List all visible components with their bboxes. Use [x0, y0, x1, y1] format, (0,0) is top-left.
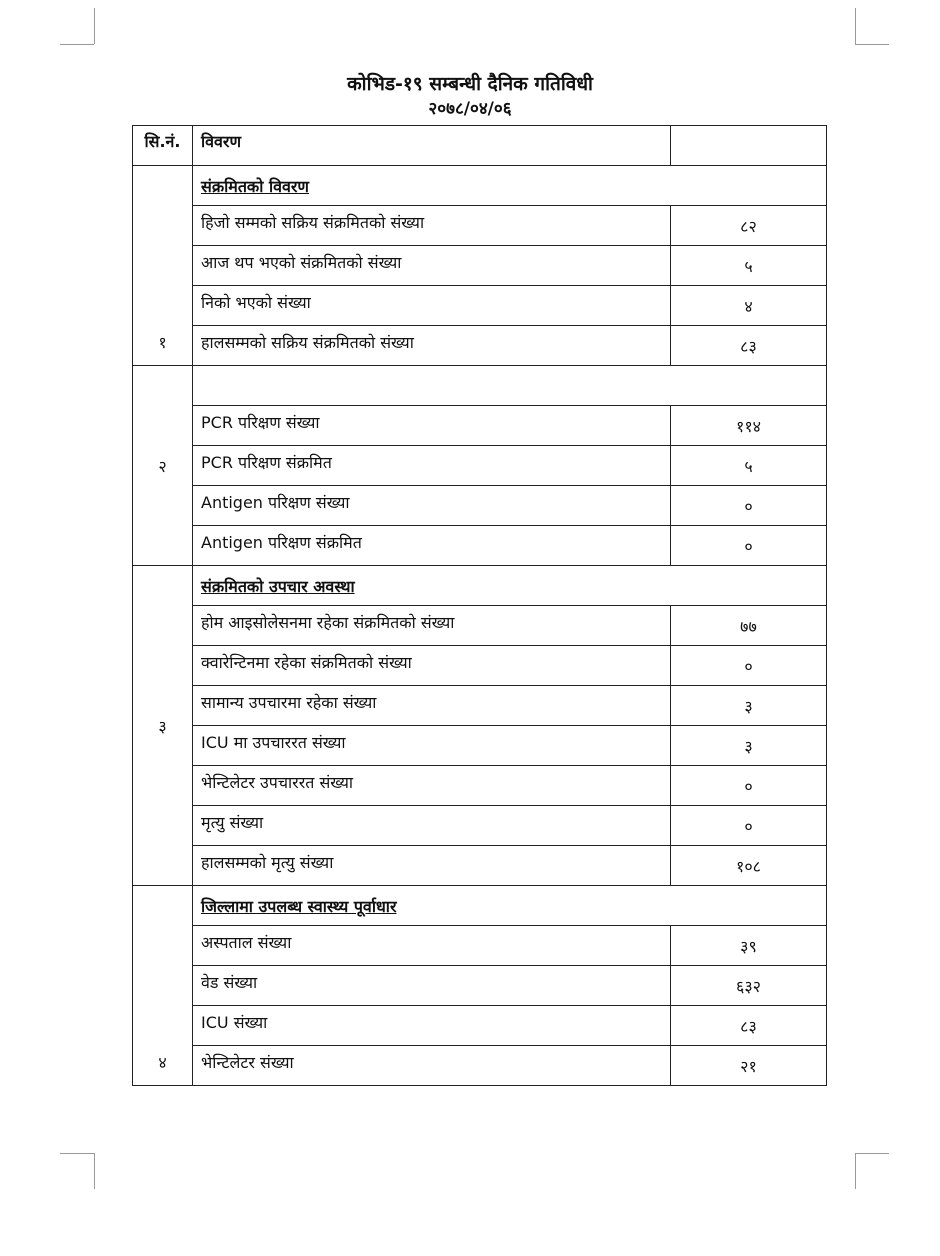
table-row	[133, 326, 827, 366]
row-label: वेड संख्या	[193, 966, 671, 1006]
row-label: हालसम्मको मृत्यु संख्या	[193, 846, 671, 886]
row-label: Antigen परिक्षण संख्या	[193, 486, 671, 526]
table-row	[133, 926, 827, 966]
crop-mark-top-right-horizontal	[855, 44, 889, 45]
section-title-row	[133, 366, 827, 406]
row-value: ०	[671, 526, 827, 566]
section-title: संक्रमितको विवरण	[201, 176, 309, 196]
row-label: सामान्य उपचारमा रहेका संख्या	[193, 686, 671, 726]
section-sn: ४	[133, 886, 193, 1086]
row-label: क्वारेन्टिनमा रहेका संक्रमितको संख्या	[193, 646, 671, 686]
row-value: ०	[671, 646, 827, 686]
table-header-row	[133, 126, 827, 166]
table-row	[133, 806, 827, 846]
row-value: ११४	[671, 406, 827, 446]
table-row	[133, 286, 827, 326]
row-label: मृत्यु संख्या	[193, 806, 671, 846]
row-value: ८२	[671, 206, 827, 246]
table-row	[133, 606, 827, 646]
table-row	[133, 686, 827, 726]
row-value: १०८	[671, 846, 827, 886]
table-row	[133, 1006, 827, 1046]
table-row	[133, 486, 827, 526]
table-row	[133, 446, 827, 486]
row-value: ०	[671, 766, 827, 806]
section-title-row	[133, 566, 827, 606]
row-label: होम आइसोलेसनमा रहेका संक्रमितको संख्या	[193, 606, 671, 646]
row-value: ८३	[671, 1006, 827, 1046]
section-title-cell	[193, 566, 827, 606]
section-title-cell	[193, 886, 827, 926]
row-value: ०	[671, 486, 827, 526]
row-label: भेन्टिलेटर संख्या	[193, 1046, 671, 1086]
section-title-cell	[193, 166, 827, 206]
crop-mark-bottom-right-vertical	[855, 1153, 856, 1189]
row-value: ३	[671, 726, 827, 766]
row-label: ICU संख्या	[193, 1006, 671, 1046]
row-label: अस्पताल संख्या	[193, 926, 671, 966]
row-label: हिजो सम्मको सक्रिय संक्रमितको संख्या	[193, 206, 671, 246]
header-sn: सि.नं.	[133, 126, 193, 166]
row-value: ३	[671, 686, 827, 726]
row-label: भेन्टिलेटर उपचाररत संख्या	[193, 766, 671, 806]
table-row	[133, 406, 827, 446]
row-value: २१	[671, 1046, 827, 1086]
crop-mark-top-left-horizontal	[60, 44, 94, 45]
document-title: कोभिड-१९ सम्बन्धी दैनिक गतिविधी	[347, 73, 593, 95]
row-value: ८३	[671, 326, 827, 366]
crop-mark-bottom-left-vertical	[94, 1153, 95, 1189]
section-title-row	[133, 166, 827, 206]
row-value: ६३२	[671, 966, 827, 1006]
table-row	[133, 1046, 827, 1086]
header-description: विवरण	[193, 126, 671, 166]
row-value: ४	[671, 286, 827, 326]
table-row	[133, 766, 827, 806]
row-value: ७७	[671, 606, 827, 646]
row-value: ०	[671, 806, 827, 846]
row-value: ५	[671, 446, 827, 486]
row-label: ICU मा उपचाररत संख्या	[193, 726, 671, 766]
table-row	[133, 846, 827, 886]
row-label: Antigen परिक्षण संक्रमित	[193, 526, 671, 566]
table-row	[133, 726, 827, 766]
covid-daily-report-table	[132, 125, 827, 1086]
crop-mark-bottom-left-horizontal	[60, 1153, 94, 1154]
section-title-row	[133, 886, 827, 926]
crop-mark-bottom-right-horizontal	[855, 1153, 889, 1154]
row-label: हालसम्मको सक्रिय संक्रमितको संख्या	[193, 326, 671, 366]
header-value	[671, 126, 827, 166]
crop-mark-top-left-vertical	[94, 8, 95, 44]
section-sn: २	[133, 366, 193, 566]
row-label: PCR परिक्षण संक्रमित	[193, 446, 671, 486]
crop-mark-top-right-vertical	[855, 8, 856, 44]
document-date: २०७८/०४/०६	[428, 99, 512, 119]
table-row	[133, 966, 827, 1006]
row-label: PCR परिक्षण संख्या	[193, 406, 671, 446]
row-value: ३९	[671, 926, 827, 966]
section-title-cell	[193, 366, 827, 406]
row-label: निको भएको संख्या	[193, 286, 671, 326]
row-label: आज थप भएको संक्रमितको संख्या	[193, 246, 671, 286]
section-sn: ३	[133, 566, 193, 886]
table-row	[133, 246, 827, 286]
section-sn: १	[133, 166, 193, 366]
section-title: संक्रमितको उपचार अवस्था	[201, 576, 355, 596]
section-title: जिल्लामा उपलब्ध स्वास्थ्य पूर्वाधार	[201, 896, 397, 916]
table-row	[133, 646, 827, 686]
table-row	[133, 526, 827, 566]
row-value: ५	[671, 246, 827, 286]
table-row	[133, 206, 827, 246]
